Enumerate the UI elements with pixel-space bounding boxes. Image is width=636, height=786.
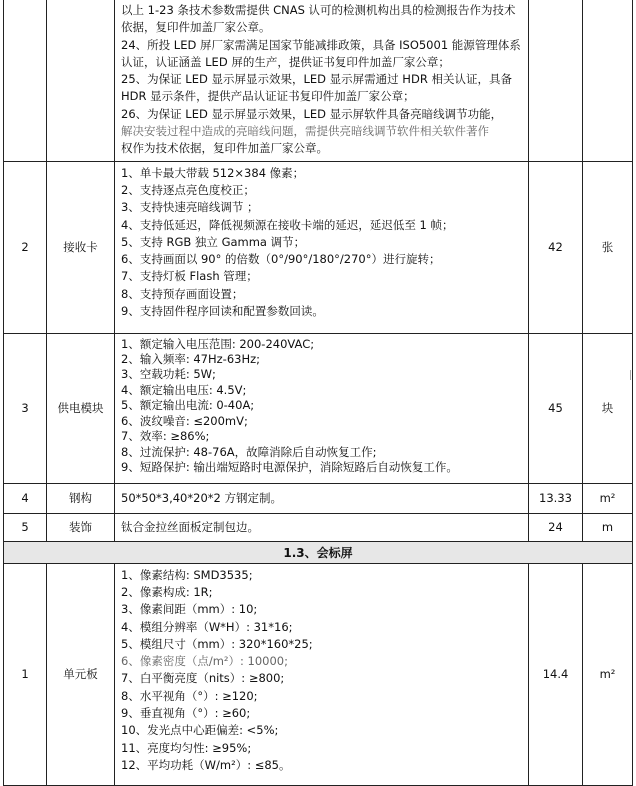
qty-cell: 45 bbox=[529, 333, 583, 483]
table-row bbox=[4, 483, 633, 513]
unit-cell: 张 bbox=[583, 161, 633, 333]
spec-line: 钛合金拉丝面板定制包边。 bbox=[121, 519, 259, 534]
name-cell: 供电模块 bbox=[47, 333, 115, 483]
spec-line: 8、支持预存画面设置； bbox=[121, 286, 244, 301]
spec-line: 解决安装过程中造成的亮暗线问题，需提供亮暗线调节软件相关软件著作 bbox=[121, 124, 489, 139]
no-cell: 1 bbox=[4, 563, 47, 785]
spec-table bbox=[3, 0, 633, 786]
qty-cell: 24 bbox=[529, 513, 583, 541]
spec-line: 6、像素密度（点/m²）: 10000; bbox=[121, 654, 288, 669]
spec-line: 3、空载功耗: 5W; bbox=[121, 367, 216, 382]
unit-cell: m bbox=[583, 513, 633, 541]
spec-line: 1、像素结构: SMD3535; bbox=[121, 567, 253, 582]
spec-cell bbox=[115, 563, 529, 785]
table-row bbox=[4, 333, 633, 483]
spec-cell bbox=[115, 161, 529, 333]
name-cell: 接收卡 bbox=[47, 161, 115, 333]
no-cell: 4 bbox=[4, 483, 47, 513]
spec-line: 4、支持低延迟，降低视频源在接收卡端的延迟，延迟低至 1 帧； bbox=[121, 217, 454, 232]
section-title: 1.3、会标屏 bbox=[4, 541, 633, 563]
no-cell: 2 bbox=[4, 161, 47, 333]
name-cell: 装饰 bbox=[47, 513, 115, 541]
spec-line: 5、额定输出电流: 0-40A; bbox=[121, 398, 255, 413]
spec-line: 5、支持 RGB 独立 Gamma 调节； bbox=[121, 234, 306, 249]
unit-cell bbox=[583, 0, 633, 161]
spec-line: 3、像素间距（mm）: 10; bbox=[121, 602, 258, 617]
spec-line: 5、模组尺寸（mm）: 320*160*25; bbox=[121, 636, 313, 651]
spec-cell bbox=[115, 513, 529, 541]
spec-line: 8、水平视角（°）: ≥120; bbox=[121, 688, 258, 703]
unit-cell: m² bbox=[583, 483, 633, 513]
spec-line: 12、平均功耗（W/m²）: ≤85。 bbox=[121, 757, 291, 772]
spec-line: 50*50*3,40*20*2 方钢定制。 bbox=[121, 490, 282, 505]
qty-cell bbox=[529, 0, 583, 161]
spec-line: 9、支持固件程序回读和配置参数回读。 bbox=[121, 304, 324, 319]
spec-line: 3、支持快速亮暗线调节 ； bbox=[121, 200, 259, 215]
spec-cell bbox=[115, 333, 529, 483]
section-header-row bbox=[4, 541, 633, 563]
qty-cell: 13.33 bbox=[529, 483, 583, 513]
spec-cell bbox=[115, 483, 529, 513]
no-cell bbox=[4, 0, 47, 161]
spec-line: 9、垂直视角（°）: ≥60; bbox=[121, 706, 251, 721]
table-row bbox=[4, 513, 633, 541]
spec-line: 25、为保证 LED 显示屏显示效果，LED 显示屏需通过 HDR 相关认证，具备 HDR 显示条件，提供产品认证证书复印件加盖厂家公章； bbox=[121, 72, 512, 104]
name-cell bbox=[47, 0, 115, 161]
name-cell: 单元板 bbox=[47, 563, 115, 785]
spec-line: 26、为保证 LED 显示屏显示效果，LED 显示屏软件具备亮暗线调节功能， bbox=[121, 106, 503, 121]
spec-line: 24、所投 LED 屏厂家需满足国家节能减排政策，具备 ISO5001 能源管理体系认证，认证涵盖 LED 屏的生产，提供证书复印件加盖厂家公章； bbox=[121, 37, 521, 69]
table-row bbox=[4, 563, 633, 785]
spec-line: 1、额定输入电压范围: 200-240VAC; bbox=[121, 336, 315, 351]
unit-cell: m² bbox=[583, 563, 633, 785]
no-cell: 5 bbox=[4, 513, 47, 541]
spec-line: 11、亮度均匀性: ≥95%; bbox=[121, 740, 252, 755]
spec-line: 7、效率: ≥86%; bbox=[121, 429, 210, 444]
spec-line: 7、白平衡亮度（nits）: ≥800; bbox=[121, 671, 285, 686]
page-edge-marker bbox=[630, 370, 636, 380]
qty-cell: 42 bbox=[529, 161, 583, 333]
spec-line: 7、支持灯板 Flash 管理； bbox=[121, 269, 258, 284]
qty-cell: 14.4 bbox=[529, 563, 583, 785]
spec-line: 9、短路保护: 输出端短路时电源保护，消除短路后自动恢复工作。 bbox=[121, 459, 458, 474]
spec-line: 6、波纹噪音: ≤200mV; bbox=[121, 413, 248, 428]
table-row bbox=[4, 161, 633, 333]
spec-line: 6、支持画面以 90° 的倍数（0°/90°/180°/270°）进行旋转； bbox=[121, 252, 441, 267]
unit-cell: 块 bbox=[583, 333, 633, 483]
spec-line: 2、支持逐点亮色度校正； bbox=[121, 182, 255, 197]
spec-line: 10、发光点中心距偏差: <5%; bbox=[121, 723, 279, 738]
name-cell: 钢构 bbox=[47, 483, 115, 513]
table-row-continuation bbox=[4, 0, 633, 161]
spec-line: 4、模组分辨率（W*H）: 31*16; bbox=[121, 619, 293, 634]
spec-line: 8、过流保护: 48-76A，故障消除后自动恢复工作; bbox=[121, 444, 377, 459]
spec-line: 4、额定输出电压: 4.5V; bbox=[121, 382, 247, 397]
spec-line: 2、像素构成: 1R; bbox=[121, 584, 213, 599]
spec-line: 2、输入频率: 47Hz-63Hz; bbox=[121, 352, 261, 367]
spec-line: 以上 1-23 条技术参数需提供 CNAS 认可的检测机构出具的检测报告作为技术依据，复印件加盖厂家公章。 bbox=[121, 3, 516, 35]
spec-line: 权作为技术依据，复印件加盖厂家公章。 bbox=[121, 141, 328, 156]
spec-cell bbox=[115, 0, 529, 161]
no-cell: 3 bbox=[4, 333, 47, 483]
spec-line: 1、单卡最大带载 512×384 像素； bbox=[121, 165, 305, 180]
